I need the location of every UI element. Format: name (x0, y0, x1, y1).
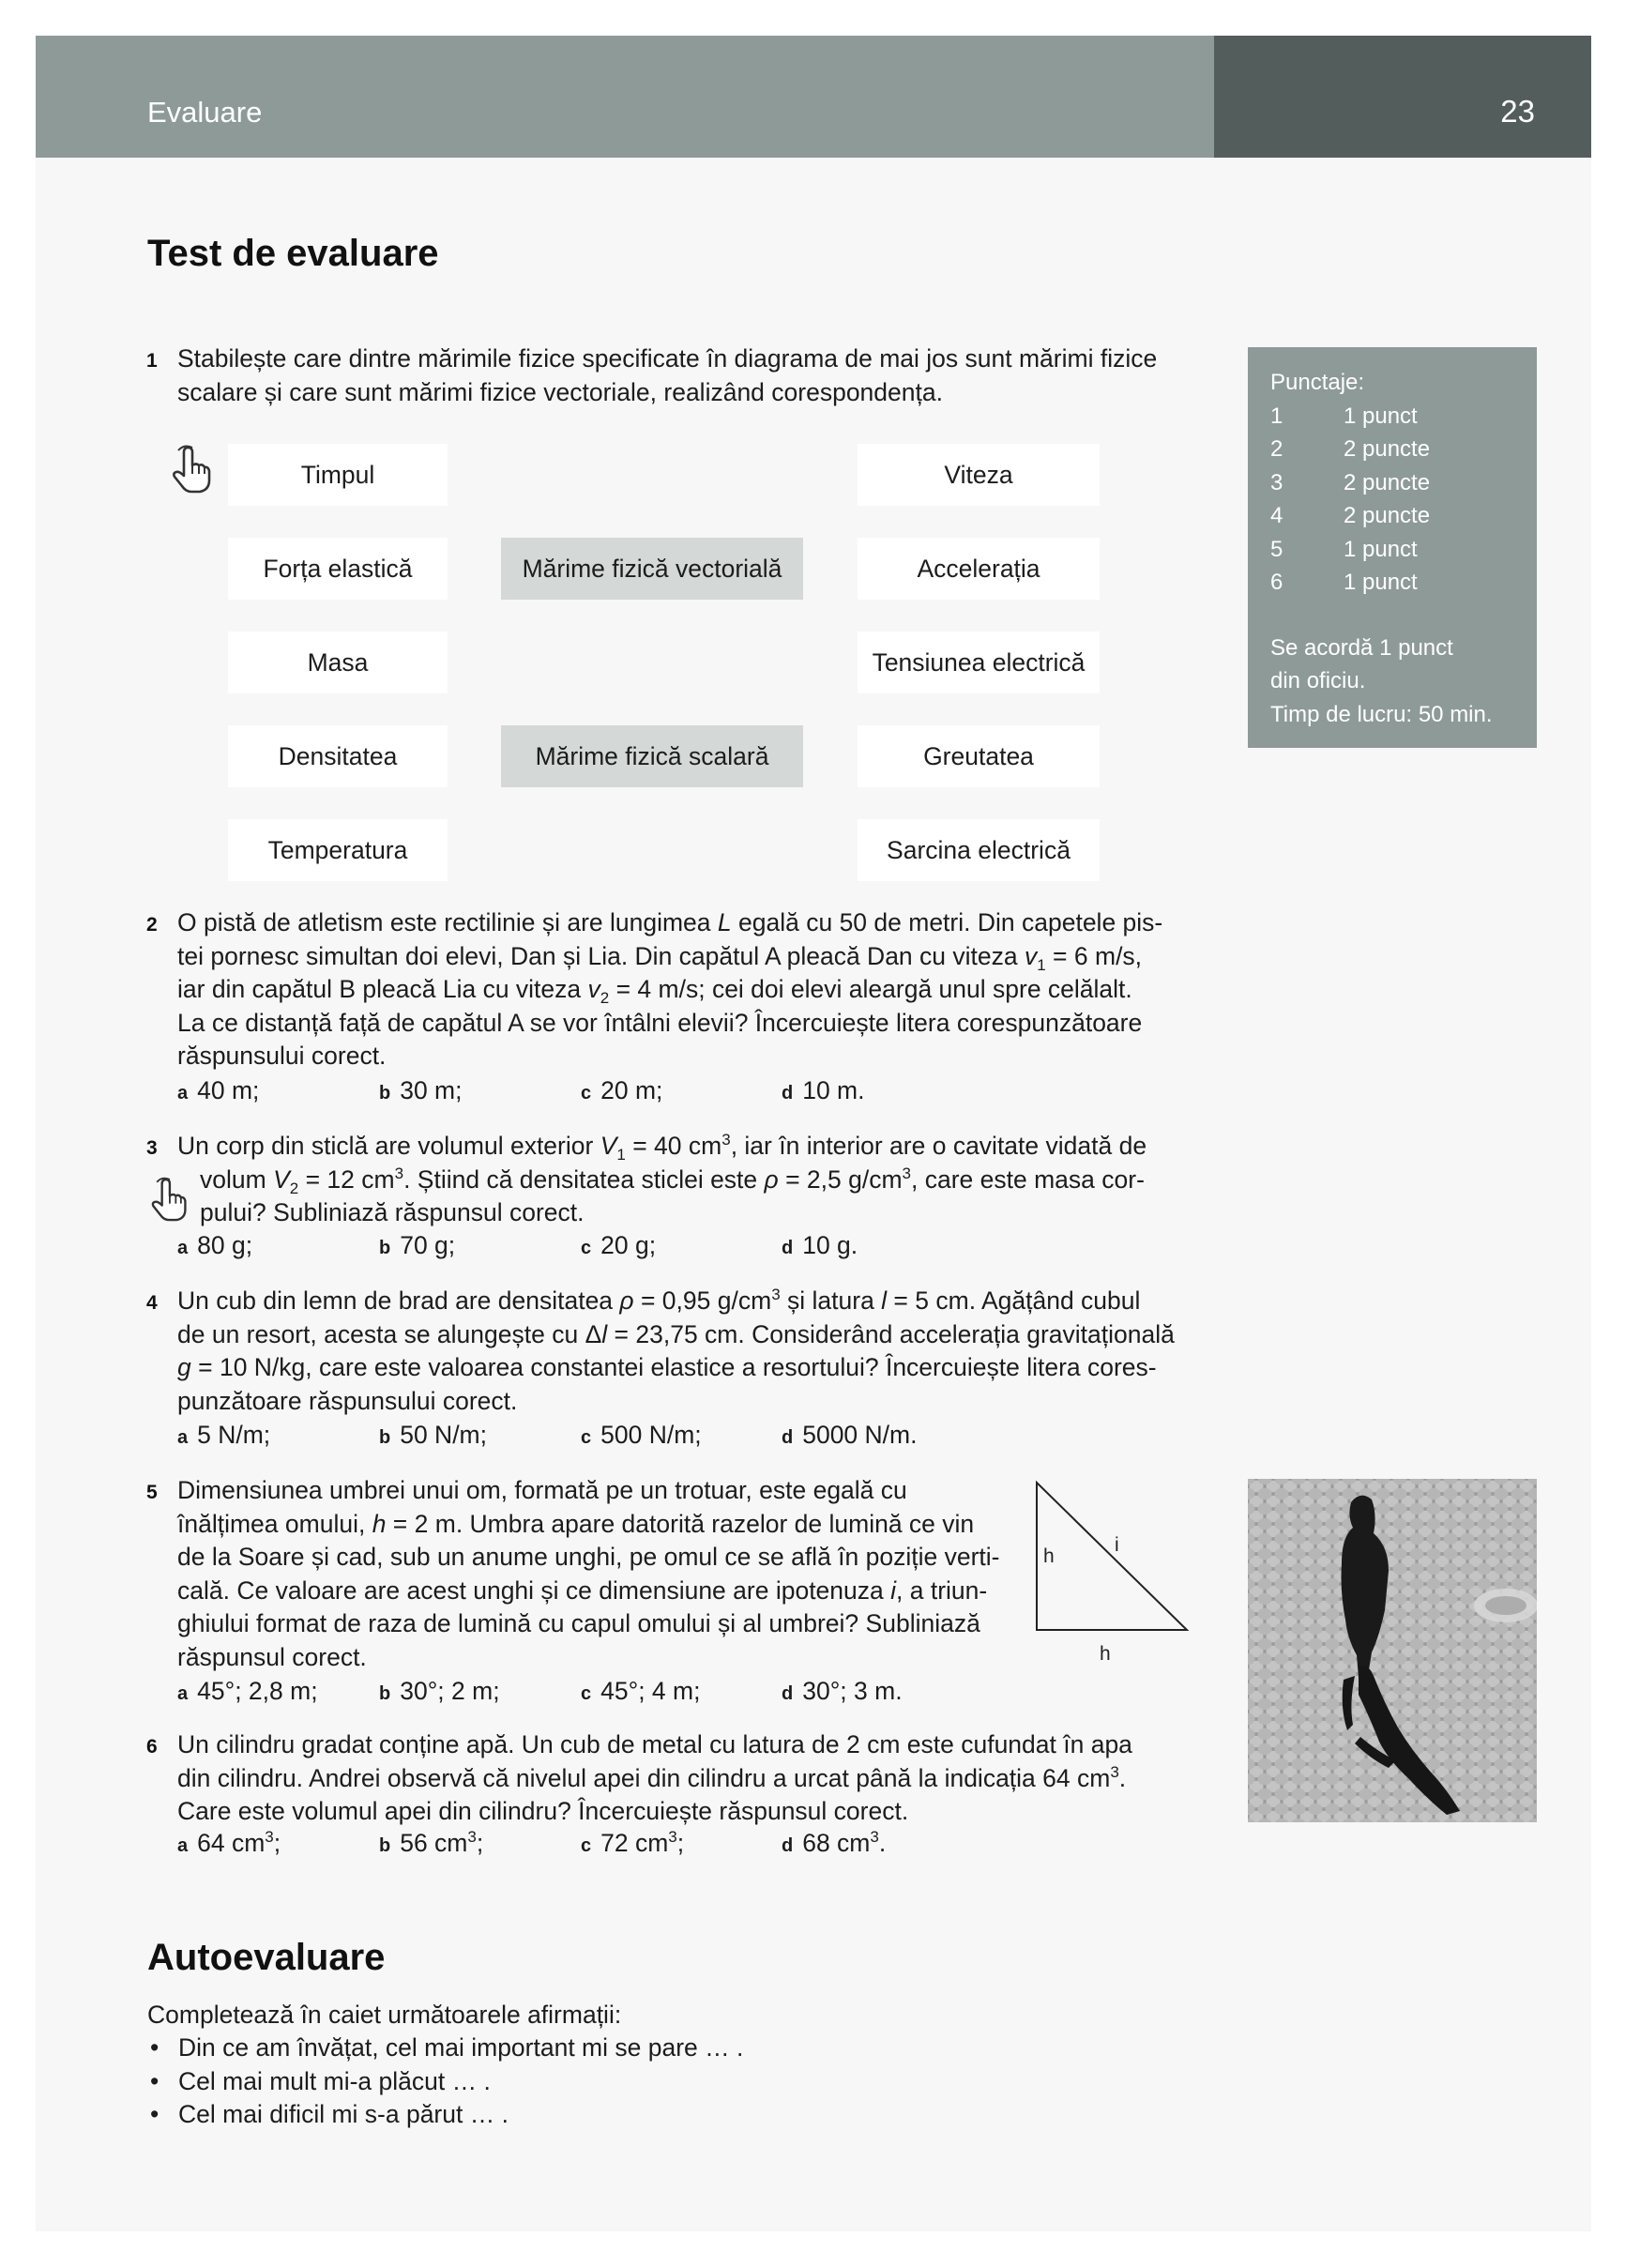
answer-letter: c (581, 1683, 592, 1704)
scoring-row (1270, 533, 1537, 567)
question-2-line: O pistă de atletism este rectilinie și are lungimea L egală cu 50 de metri. Din capetele pis- (177, 908, 1163, 936)
header-section-title: Evaluare (147, 96, 263, 129)
question-3-line: Un corp din sticlă are volumul exterior $V_1 = 40$ $cm^3$, iar în interior are o cavitate vidată de (177, 1131, 1147, 1164)
list-item (147, 2098, 743, 2132)
hand-pointer-icon (169, 445, 214, 495)
answer-letter: b (379, 1238, 391, 1258)
question-2-text (177, 906, 1191, 1073)
answer-letter: d (782, 1238, 794, 1258)
question-number-2: 2 (146, 914, 158, 936)
scoring-points: 2 puncte (1344, 503, 1431, 528)
question-5-line: înălțimea omului, h = 2 m. Umbra apare datorită razelor de lumină ce vin (177, 1509, 975, 1538)
list-item (147, 2065, 743, 2099)
question-4-line: g = 10 N/kg, care este valoarea constantei elastice a resortului? Încercuiește litera cores- (177, 1353, 1157, 1381)
left-item-timpul[interactable]: Timpul (228, 444, 448, 506)
question-4-line: de un resort, acesta se alungește cu Δl = 23,75 cm. Considerând accelerația gravitațională (177, 1319, 1175, 1348)
category-vector[interactable]: Mărime fizică vectorială (501, 538, 803, 600)
question-5-line: Dimensiunea umbrei unui om, formată pe un trotuar, este egală cu (177, 1476, 907, 1504)
answer-option[interactable] (379, 1076, 463, 1105)
question-number-4: 4 (146, 1292, 158, 1314)
page-number: 23 (1500, 94, 1535, 129)
answer-letter: c (581, 1427, 592, 1448)
scoring-points: 1 punct (1344, 536, 1418, 562)
answer-option[interactable] (177, 1231, 252, 1260)
triangle-label-hypotenuse: i (1115, 1534, 1119, 1556)
question-5-line: ghiului format de raza de lumină cu capul omului și al umbrei? Subliniază (177, 1609, 980, 1637)
left-item-temperatura[interactable]: Temperatura (228, 819, 448, 881)
answer-letter: b (379, 1835, 391, 1856)
right-item-viteza[interactable]: Viteza (858, 444, 1100, 506)
test-title: Test de evaluare (147, 233, 439, 274)
scoring-number: 6 (1270, 570, 1283, 595)
list-item (147, 2032, 743, 2065)
answer-letter: c (581, 1238, 592, 1258)
question-5-text (177, 1474, 1003, 1674)
question-2-line: tei pornesc simultan doi elevi, Dan și Lia. Din capătul A pleacă Dan cu viteza $v_1 = 6$ m/s, (177, 941, 1143, 974)
question-number-1: 1 (146, 350, 158, 372)
question-number-6: 6 (146, 1736, 158, 1758)
question-4-line: Un cub din lemn de brad are densitatea ρ = 0,95 $g/cm^3$ și latura l = 5 cm. Agățând cubul (177, 1286, 1141, 1315)
answer-text: 30°; 3 m. (802, 1677, 903, 1705)
question-2-line: La ce distanță față de capătul A se vor întâlni elevii? Încercuiește litera corespunzătoare (177, 1008, 1143, 1037)
self-eval-title: Autoevaluare (147, 1937, 386, 1978)
answer-text: 50 N/m; (400, 1421, 487, 1449)
answer-text: 45°; 2,8 m; (197, 1677, 318, 1705)
answer-option[interactable] (581, 1076, 662, 1105)
scoring-number: 3 (1270, 469, 1283, 495)
answer-text: 64 $cm^3$; (197, 1828, 281, 1857)
question-5-line: cală. Ce valoare are acest unghi și ce dimensiune are ipotenuza i, a triun- (177, 1575, 988, 1605)
answer-letter: d (782, 1683, 794, 1704)
category-scalar[interactable]: Mărime fizică scalară (501, 725, 803, 787)
bullet: • (150, 2033, 159, 2062)
answer-option[interactable] (379, 1231, 455, 1260)
scoring-box (1248, 347, 1537, 748)
answer-text: 68 $cm^3$. (802, 1828, 887, 1857)
scoring-points: 1 punct (1344, 570, 1418, 595)
answer-letter: b (379, 1683, 391, 1704)
answer-option[interactable] (379, 1421, 487, 1450)
scoring-points: 2 puncte (1344, 469, 1431, 495)
triangle-label-height: h (1043, 1545, 1055, 1567)
answer-option[interactable] (782, 1421, 917, 1450)
triangle-shape (1037, 1483, 1187, 1630)
answer-text: 45°; 4 m; (600, 1677, 701, 1705)
answer-option[interactable] (782, 1829, 886, 1858)
answer-text: 56 $cm^3$; (400, 1828, 484, 1857)
answer-text: 80 g; (197, 1231, 253, 1259)
question-3-text (177, 1130, 1191, 1230)
right-item-acceleratia[interactable]: Accelerația (858, 538, 1100, 600)
list-item-text: Din ce am învățat, cel mai important mi se pare … . (178, 2033, 744, 2062)
scoring-note-official-2: din oficiu. (1270, 668, 1366, 693)
question-4-line: punzătoare răspunsului corect. (177, 1386, 518, 1415)
answer-text: 20 g; (600, 1231, 657, 1259)
left-item-densitatea[interactable]: Densitatea (228, 725, 448, 787)
answer-option[interactable] (581, 1829, 684, 1858)
answer-text: 72 $cm^3$; (600, 1828, 685, 1857)
answer-letter: a (177, 1083, 189, 1104)
answer-option[interactable] (177, 1677, 318, 1706)
answer-option[interactable] (177, 1829, 281, 1858)
answer-letter: a (177, 1835, 189, 1856)
scoring-number: 4 (1270, 503, 1283, 528)
question-5-line: răspunsul corect. (177, 1642, 367, 1671)
question-5-line: de la Soare și cad, sub un anume unghi, pe omul ce se află în poziție verti- (177, 1543, 1000, 1571)
answer-letter: d (782, 1835, 794, 1856)
list-item-text: Cel mai mult mi-a plăcut … . (178, 2066, 491, 2095)
right-item-tensiunea-electrica[interactable]: Tensiunea electrică (858, 632, 1100, 693)
scoring-title: Punctaje: (1270, 370, 1365, 395)
scoring-row (1270, 466, 1537, 500)
scoring-row (1270, 433, 1537, 466)
answer-letter: c (581, 1083, 592, 1104)
question-1-text: Stabilește care dintre mărimile fizice specificate în diagrama de mai jos sunt mărimi fizice scalare și care sunt mărimi fizice vectoriale, realizând corespondența. (177, 344, 1158, 406)
self-eval-intro: Completează în caiet următoarele afirmații: (147, 2001, 622, 2029)
answer-letter: b (379, 1427, 391, 1448)
answer-text: 40 m; (197, 1076, 260, 1104)
answer-text: 5000 N/m. (802, 1421, 918, 1449)
scoring-row (1270, 566, 1537, 600)
answer-text: 500 N/m; (600, 1421, 702, 1449)
answer-option[interactable] (581, 1231, 656, 1260)
triangle-label-base: h (1100, 1643, 1111, 1665)
answer-option[interactable] (782, 1231, 858, 1260)
list-item-text: Cel mai dificil mi s-a părut … . (178, 2100, 509, 2128)
scoring-number: 2 (1270, 436, 1283, 462)
question-6-line: Un cilindru gradat conține apă. Un cub de metal cu latura de 2 cm este cufundat în apa (177, 1730, 1132, 1758)
question-6-line: Care este volumul apei din cilindru? Încercuiește răspunsul corect. (177, 1797, 909, 1825)
left-item-forta-elastica[interactable]: Forța elastică (228, 538, 448, 600)
answer-option[interactable] (782, 1677, 903, 1706)
scoring-number: 5 (1270, 536, 1283, 562)
scoring-points: 1 punct (1344, 403, 1418, 429)
question-2-line: răspunsului corect. (177, 1042, 387, 1070)
answer-text: 10 g. (802, 1231, 858, 1259)
scoring-row (1270, 499, 1537, 533)
question-6-line: din cilindru. Andrei observă că nivelul apei din cilindru a urcat până la indicația 64 $cm^3$. (177, 1762, 1127, 1792)
answer-letter: a (177, 1683, 189, 1704)
scoring-number: 1 (1270, 403, 1283, 429)
answer-option[interactable] (379, 1829, 483, 1858)
answer-text: 30°; 2 m; (400, 1677, 500, 1705)
question-6-text (177, 1728, 1191, 1829)
answer-text: 70 g; (400, 1231, 456, 1259)
answer-letter: a (177, 1238, 189, 1258)
answer-letter: a (177, 1427, 189, 1448)
answer-letter: d (782, 1427, 794, 1448)
shadow-photo (1248, 1479, 1537, 1822)
scoring-points: 2 puncte (1344, 436, 1431, 462)
scoring-note-official: Se acordă 1 punct (1270, 634, 1453, 661)
answer-option[interactable] (177, 1421, 270, 1450)
answer-option[interactable] (177, 1076, 259, 1105)
answer-letter: b (379, 1083, 391, 1104)
answer-option[interactable] (379, 1677, 500, 1706)
left-item-masa[interactable]: Masa (228, 632, 448, 693)
question-number-3: 3 (146, 1137, 158, 1159)
answer-option[interactable] (581, 1421, 702, 1450)
answer-letter: d (782, 1083, 794, 1104)
question-3-line: volum $V_2 = 12$ $cm^3$. Știind că densitatea sticlei este ρ = 2,5 $g/cm^3$, care este masa cor- (200, 1164, 1145, 1197)
right-item-greutatea[interactable]: Greutatea (858, 725, 1100, 787)
answer-text: 30 m; (400, 1076, 463, 1104)
answer-option[interactable] (581, 1677, 700, 1706)
bullet: • (150, 2066, 159, 2095)
answer-letter: c (581, 1835, 592, 1856)
question-3-line: pului? Subliniază răspunsul corect. (200, 1198, 585, 1226)
scoring-row (1270, 400, 1537, 434)
scoring-note-time: Timp de lucru: 50 min. (1270, 701, 1493, 727)
answer-text: 10 m. (802, 1076, 865, 1104)
self-eval-list (147, 2032, 743, 2132)
answer-option[interactable] (782, 1076, 865, 1105)
answer-text: 5 N/m; (197, 1421, 271, 1449)
right-item-sarcina-electrica[interactable]: Sarcina electrică (858, 819, 1100, 881)
question-2-line: iar din capătul B pleacă Lia cu viteza $v_2 = 4$ m/s; cei doi elevi aleargă unul spre celălalt. (177, 975, 1132, 1007)
triangle-diagram (1032, 1478, 1192, 1666)
question-number-5: 5 (146, 1482, 158, 1503)
answer-text: 20 m; (600, 1076, 663, 1104)
question-4-text (177, 1285, 1191, 1418)
bullet: • (150, 2100, 159, 2128)
